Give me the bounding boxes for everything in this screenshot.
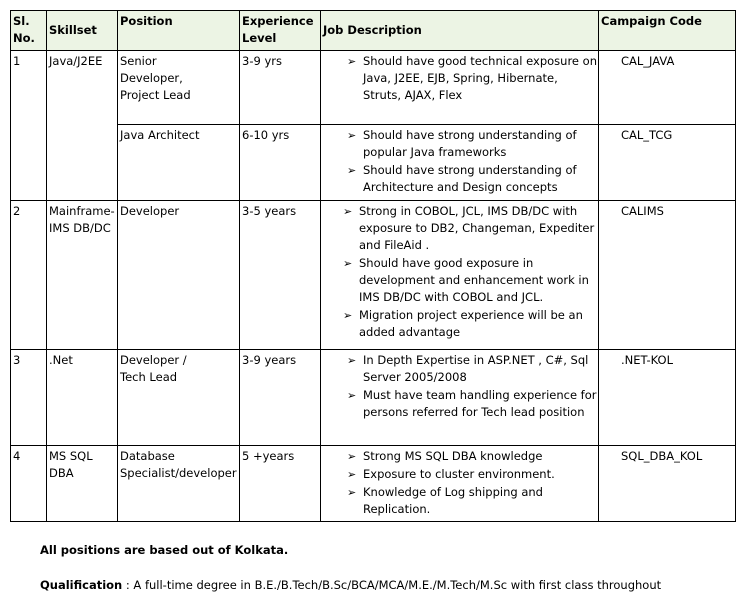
position-cell: Java Architect — [118, 125, 240, 201]
position-cell: Database Specialist/developer — [118, 446, 240, 522]
table-row — [11, 51, 736, 125]
sl-no-cell: 4 — [11, 446, 47, 522]
position-cell: Developer / Tech Lead — [118, 350, 240, 446]
campaign-code-cell: SQL_DBA_KOL — [599, 446, 736, 522]
campaign-code-cell: .NET-KOL — [599, 350, 736, 446]
description-list — [323, 203, 597, 341]
job-description-cell — [321, 446, 599, 522]
header-skillset: Skillset — [47, 11, 118, 51]
job-description-cell — [321, 51, 599, 125]
description-list — [323, 352, 597, 421]
qualification-line — [40, 578, 661, 592]
skillset-cell: .Net — [47, 350, 118, 446]
header-experience: Experience Level — [240, 11, 321, 51]
experience-cell: 6-10 yrs — [240, 125, 321, 201]
job-description-cell — [321, 125, 599, 201]
skillset-cell: Mainframe- IMS DB/DC — [47, 201, 118, 350]
qualification-text: : A full-time degree in B.E./B.Tech/B.Sc/BCA/MCA/M.E./M.Tech/M.Sc with first class throughout — [122, 578, 662, 592]
description-list — [323, 127, 597, 196]
table-row — [11, 446, 736, 522]
description-bullet: ➢ Strong MS SQL DBA knowledge — [347, 448, 597, 465]
description-list — [323, 448, 597, 518]
table-row — [11, 201, 736, 350]
experience-cell: 3-9 yrs — [240, 51, 321, 125]
location-note: All positions are based out of Kolkata. — [40, 543, 289, 557]
description-bullet: ➢ Should have good exposure in development and enhancement work in IMS DB/DC with COBOL and JCL. — [343, 255, 597, 306]
header-sl-no: Sl. No. — [11, 11, 47, 51]
campaign-code-cell: CALIMS — [599, 201, 736, 350]
table-header-row — [11, 11, 736, 51]
qualification-label: Qualification — [40, 578, 123, 592]
description-bullet: ➢ Strong in COBOL, JCL, IMS DB/DC with exposure to DB2, Changeman, Expediter and FileAid . — [343, 203, 597, 254]
description-bullet: ➢ Knowledge of Log shipping and Replication. — [347, 484, 597, 518]
description-bullet: ➢ Should have strong understanding of Architecture and Design concepts — [347, 162, 597, 196]
skillset-cell: Java/J2EE — [47, 51, 118, 201]
position-cell: Senior Developer, Project Lead — [118, 51, 240, 125]
description-bullet: ➢ Must have team handling experience for persons referred for Tech lead position — [347, 387, 597, 421]
experience-cell: 3-9 years — [240, 350, 321, 446]
description-list — [323, 53, 597, 104]
job-openings-table — [10, 10, 736, 522]
table-row — [11, 350, 736, 446]
job-description-cell — [321, 201, 599, 350]
description-bullet: ➢ Exposure to cluster environment. — [347, 466, 597, 483]
description-bullet: ➢ Should have strong understanding of popular Java frameworks — [347, 127, 597, 161]
position-cell: Developer — [118, 201, 240, 350]
experience-cell: 5 +years — [240, 446, 321, 522]
campaign-code-cell: CAL_TCG — [599, 125, 736, 201]
table-row — [11, 125, 736, 201]
experience-cell: 3-5 years — [240, 201, 321, 350]
campaign-code-cell: CAL_JAVA — [599, 51, 736, 125]
sl-no-cell: 3 — [11, 350, 47, 446]
description-bullet: ➢ Should have good technical exposure on Java, J2EE, EJB, Spring, Hibernate, Struts, AJAX, Flex — [347, 53, 597, 104]
header-position: Position — [118, 11, 240, 51]
sl-no-cell: 2 — [11, 201, 47, 350]
sl-no-cell: 1 — [11, 51, 47, 201]
skillset-cell: MS SQL DBA — [47, 446, 118, 522]
header-job-description: Job Description — [321, 11, 599, 51]
description-bullet: ➢ Migration project experience will be an added advantage — [343, 307, 597, 341]
header-campaign-code: Campaign Code — [599, 11, 736, 51]
description-bullet: ➢ In Depth Expertise in ASP.NET , C#, Sql Server 2005/2008 — [347, 352, 597, 386]
job-description-cell — [321, 350, 599, 446]
